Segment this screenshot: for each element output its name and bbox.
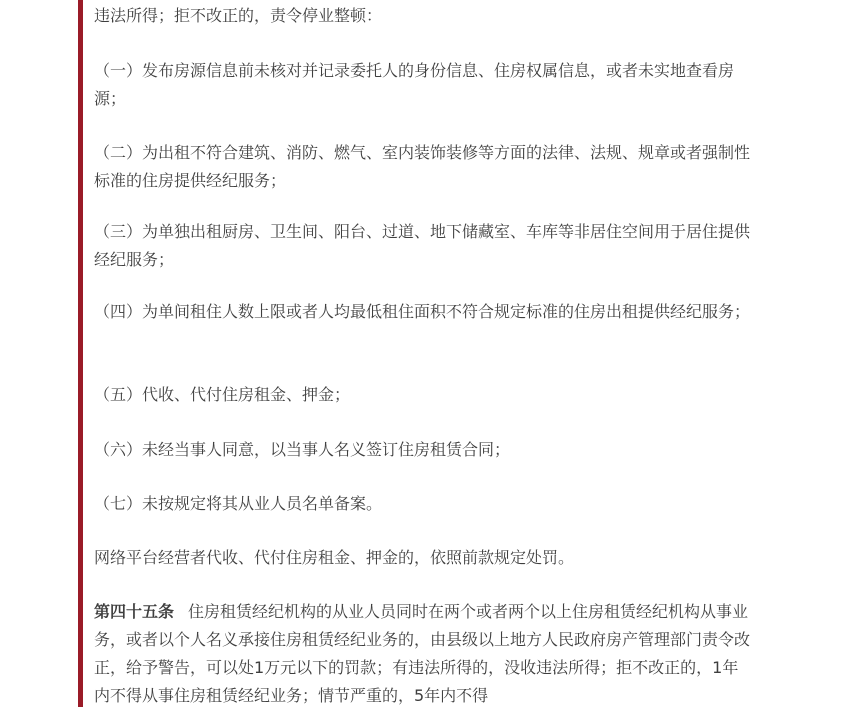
paragraph-item-3: （三）为单独出租厨房、卫生间、阳台、过道、地下储藏室、车库等非居住空间用于居住提供经纪服务； [94, 222, 751, 269]
paragraph-item-2: （二）为出租不符合建筑、消防、燃气、室内装饰装修等方面的法律、法规、规章或者强制性标准的住房提供经纪服务； [94, 143, 751, 190]
paragraph-item-4: （四）为单间租住人数上限或者人均最低租住面积不符合规定标准的住房出租提供经纪服务； [94, 302, 751, 321]
paragraph-article-45 [94, 598, 754, 710]
paragraph-intro: 违法所得；拒不改正的，责令停业整顿： [94, 6, 383, 25]
paragraph-platform: 网络平台经营者代收、代付住房租金、押金的，依照前款规定处罚。 [94, 548, 575, 567]
left-accent-bar [78, 0, 83, 707]
article-number: 第四十五条 [94, 602, 175, 621]
paragraph-item-7: （七）未按规定将其从业人员名单备案。 [94, 494, 383, 513]
article-text: 住房租赁经纪机构的从业人员同时在两个或者两个以上住房租赁经纪机构从事业务，或者以个人名义承接住房租赁经纪业务的，由县级以上地方人民政府房产管理部门责令改正，给予警告，可以处1万元以下的罚款；有违法所得的，没收违法所得；拒不改正的，1年内不得从事住房租赁经纪业务；情节严重的，5年内不得 [94, 602, 751, 705]
paragraph-item-1: （一）发布房源信息前未核对并记录委托人的身份信息、住房权属信息，或者未实地查看房源； [94, 61, 735, 108]
paragraph-item-6: （六）未经当事人同意，以当事人名义签订住房租赁合同； [94, 440, 511, 459]
paragraph-item-5: （五）代收、代付住房租金、押金； [94, 385, 351, 404]
